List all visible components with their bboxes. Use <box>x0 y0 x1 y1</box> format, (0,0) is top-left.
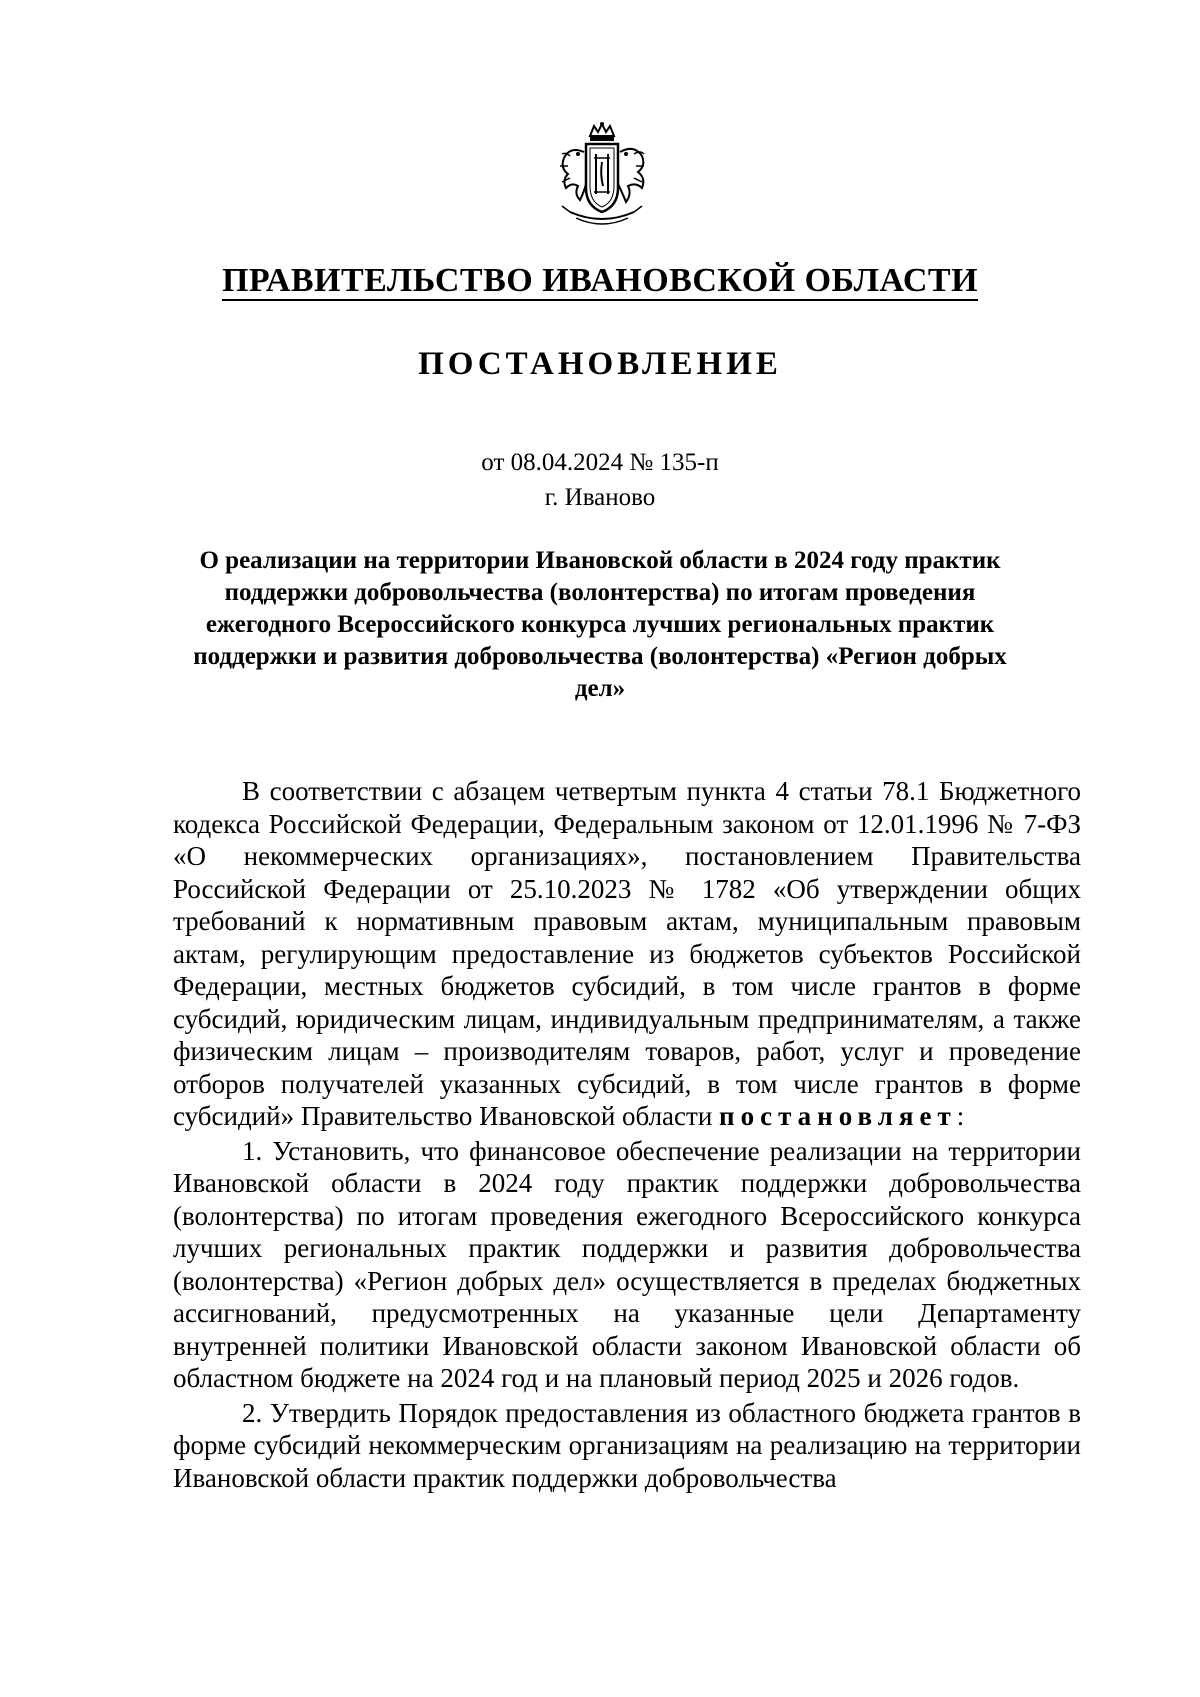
document-subject: О реализации на территории Ивановской области в 2024 году практик поддержки добровольчества (волонтерства) по итогам проведения ежегодного Всероссийского конкурса лучших региональных практик поддержки и развития добровольчества (волонтерства) «Регион добрых дел» <box>193 547 1007 702</box>
government-title-text: ПРАВИТЕЛЬСТВО ИВАНОВСКОЙ ОБЛАСТИ <box>221 262 979 299</box>
resolves-colon: : <box>956 1101 965 1131</box>
document-body <box>173 775 1081 1494</box>
preamble-text: В соответствии с абзацем четвертым пункта 4 статьи 78.1 Бюджетного кодекса Российской Федерации, Федеральным законом от 12.01.1996 № 7-ФЗ «О некоммерческих организациях», постановлением Правительства Российской Федерации от 25.10.2023 № 1782 «Об утверждении общих требований к нормативным правовым актам, муниципальным правовым актам, регулирующим предоставление из бюджетов субъектов Российской Федерации, местных бюджетов субсидий, в том числе грантов в форме субсидий, юридическим лицам, индивидуальным предпринимателям, а также физическим лицам – производителям товаров, работ, услуг и проведение отборов получателей указанных субсидий, в том числе грантов в форме субсидий» Правительство Ивановской области <box>173 776 1081 1131</box>
preamble-paragraph <box>173 775 1081 1133</box>
ivanovo-coat-of-arms-icon <box>556 122 648 228</box>
item-1-paragraph: 1. Установить, что финансовое обеспечение реализации на территории Ивановской области в 2024 году практик поддержки добровольчества (волонтерства) по итогам проведения ежегодного Всероссийского конкурса лучших региональных практик поддержки и развития добровольчества (волонтерства) «Регион добрых дел» осуществляется в пределах бюджетных ассигнований, предусмотренных на указанные цели Департаменту внутренней политики Ивановской области законом Ивановской области об областном бюджете на 2024 год и на плановый период 2025 и 2026 годов. <box>173 1135 1081 1393</box>
document-date-number: от 08.04.2024 № 135-п <box>481 449 719 476</box>
resolves-word: постановляет <box>719 1101 957 1131</box>
government-title <box>0 262 1200 300</box>
item-2-paragraph: 2. Утвердить Порядок предоставления из областного бюджета грантов в форме субсидий некоммерческим организациям на реализацию на территории Ивановской области практик поддержки добровольчества <box>173 1397 1081 1493</box>
document-city: г. Иваново <box>544 484 656 511</box>
document-type: ПОСТАНОВЛЕНИЕ <box>418 346 782 382</box>
